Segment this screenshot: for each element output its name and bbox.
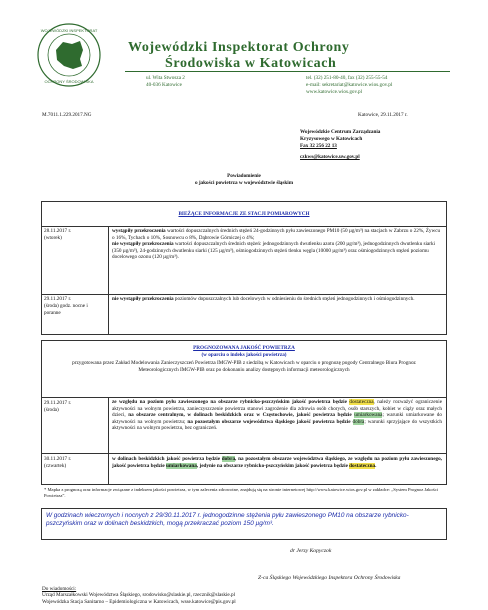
notice-title: Powiadomienie: [227, 173, 261, 179]
header-www: www.katowice.wios.gov.pl: [306, 89, 363, 95]
forecast-row1-date: 29.11.2017 r.: [44, 400, 72, 406]
cc-line2: Wojewódzka Stacja Sanitarno – Epidemiologiczna w Katowicach, wsse.katowice@pis.gov.pl: [42, 599, 236, 605]
doc-reference: M.7011.1.229.2017.NG: [42, 112, 92, 118]
header-title-line1: Wojewódzki Inspektorat Ochrony: [128, 40, 350, 55]
header-divider: [125, 71, 450, 72]
forecast-row2-date: 30.11.2017 r.: [44, 456, 72, 462]
signature-name: dr Jerzy Kopyczok: [290, 548, 332, 554]
svg-text:WOJEWÓDZKI INSPEKTORAT: WOJEWÓDZKI INSPEKTORAT: [40, 28, 98, 33]
forecast-intro: przygotowana przez Zakład Modelowania Zanieczyszczeń Powietrza IMGW-PIB z siedzibą w Katowicach w oparciu o prognozę pogody Centralnego Biura Prognoz Meteorologicznych IMGW-PIB oraz po dokonaniu analizy dostępnych informacji meteorologicznych: [72, 360, 416, 373]
forecast-heading: PROGNOZOWANA JAKOŚĆ POWIETRZA: [193, 345, 295, 351]
footnote: * Mapka z prognozą oraz informacje związane z indeksem jakości powietrza, w tym zalecenia zdrowotne, znajdują się na stronie internetowej http://www.katowice.wios.gov.pl w zakładce: „System Prognoz Jakości Powietrza”.: [44, 487, 438, 498]
current-row1-text: wystąpiły przekroczenia wartości dopuszczalnych średnich stężeń 24-godzinnych pyłu zawieszonego PM10 (50 µg/m³) na stacjach w Zabrzu o 22%, Żywcu o 16%, Tychach o 10%, Sosnowcu o 8%, Dąbrowie Górniczej o 4%; nie wystąpiły przekroczenia wartości dopuszczalnych średnich stężeń: jednogodzinnych dwutlenku azotu (200 µg/m³), jednogodzinnych dwutlenku siarki (350 µg/m³), 24-godzinnych dwutlenku siarki (125 µg/m³), ośmiogodzinnych stężeń tlenku węgla (10000 µg/m³) oraz ośmiogodzinnych stężeń poziomu docelowego ozonu (120 µg/m³).: [112, 228, 441, 261]
forecast-row1-text: ze względu na poziom pyłu zawieszonego na obszarze rybnicko-pszczyńskim jakość powietrza będzie dostateczna, należy rozważyć ograniczenie aktywności na wolnym powietrzu, zanieczyszczenie powietrza stanowi zagrożenie dla zdrowia osób chorych, osób starszych, kobiet w ciąży oraz małych dzieci, na obszarze centralnym, w dolinach beskidzkich oraz w Częstochowie, jakość powietrza będzie umiarkowana; warunki umiarkowane do aktywności na wolnym powietrzu; na pozostałym obszarze województwa śląskiego jakość powietrza będzie dobra; warunki sprzyjające do wszystkich aktywności na wolnym powietrzu, bez ograniczeń.: [112, 399, 443, 432]
recipient-line1: Wojewódzkie Centrum Zarządzania: [300, 129, 381, 135]
recipient-line2: Kryzysowego w Katowicach: [300, 136, 363, 142]
signature-role: Z-ca Śląskiego Wojewódzkiego Inspektora Ochrony Środowiska: [258, 575, 401, 581]
cc-line1: Urząd Marszałkowski Województwa Śląskiego, srodowisko@slaskie.pl, rzecznik@slaskie.pl: [42, 592, 236, 598]
current-row1-day: (wtorek): [44, 235, 62, 241]
forecast-subheading: (w oparciu o indeks jakości powietrza): [201, 352, 287, 358]
current-info-heading: BIEŻĄCE INFORMACJE ZE STACJI POMIAROWYCH: [178, 211, 310, 217]
current-row2-date: 29.11.2017 r.: [44, 296, 72, 302]
forecast-row2-day: (czwartek): [44, 463, 67, 469]
forecast-row1-day: (środa): [44, 407, 59, 413]
svg-text:OCHRONY ŚRODOWISKA: OCHRONY ŚRODOWISKA: [44, 79, 94, 84]
header-address-line2: 40-036 Katowice: [146, 82, 182, 88]
doc-date: Katowice, 29.11.2017 r.: [358, 112, 408, 118]
current-row2-day: (środa) godz. nocne i poranne: [44, 303, 88, 316]
header-title-line2: Środowiska w Katowicach: [165, 56, 337, 71]
warning-box: [41, 508, 447, 540]
header-email: e-mail: sekretariat@katowice.wios.gov.pl: [306, 82, 393, 88]
wios-logo: [36, 22, 102, 88]
forecast-table: [41, 340, 447, 485]
warning-text: W godzinach wieczornych i nocnych z 29/30.11.2017 r. jednogodzinne stężenia pyłu zawieszonego PM10 na obszarze rybnicko-pszczyńskim oraz w dolinach beskidzkich, mogą przekraczać poziom 150 µg/m³.: [46, 512, 409, 527]
forecast-row2-text: w dolinach beskidzkich jakość powietrza będzie dobra, na pozostałym obszarze województwa śląskiego, ze względu na poziom pyłu zawieszonego, jakość powietrza będzie umiarkowana, jedynie na obszarze rybnicko-pszczyńskim jakość powietrza będzie dostateczna.: [112, 456, 442, 469]
cc-heading: Do wiadomości:: [42, 586, 77, 592]
current-info-table: [41, 201, 447, 335]
header-phone: tel. (32) 251-80-40, fax (32) 255-55-54: [306, 75, 388, 81]
recipient-fax: Fax 32 256 22 13: [300, 143, 337, 149]
current-row1-date: 28.11.2017 r.: [44, 228, 72, 234]
current-row2-text: nie wystąpiły przekroczenia poziomów dopuszczalnych lub docelowych w odniesieniu do średnich stężeń jednogodzinnych i ośmiogodzinnych.: [112, 296, 415, 302]
header-address-line1: ul. Wita Stwosza 2: [146, 75, 185, 81]
recipient-email[interactable]: czkws@katowice.uw.gov.pl: [300, 154, 360, 160]
notice-subtitle: o jakości powietrza w województwie śląskim: [194, 180, 294, 186]
